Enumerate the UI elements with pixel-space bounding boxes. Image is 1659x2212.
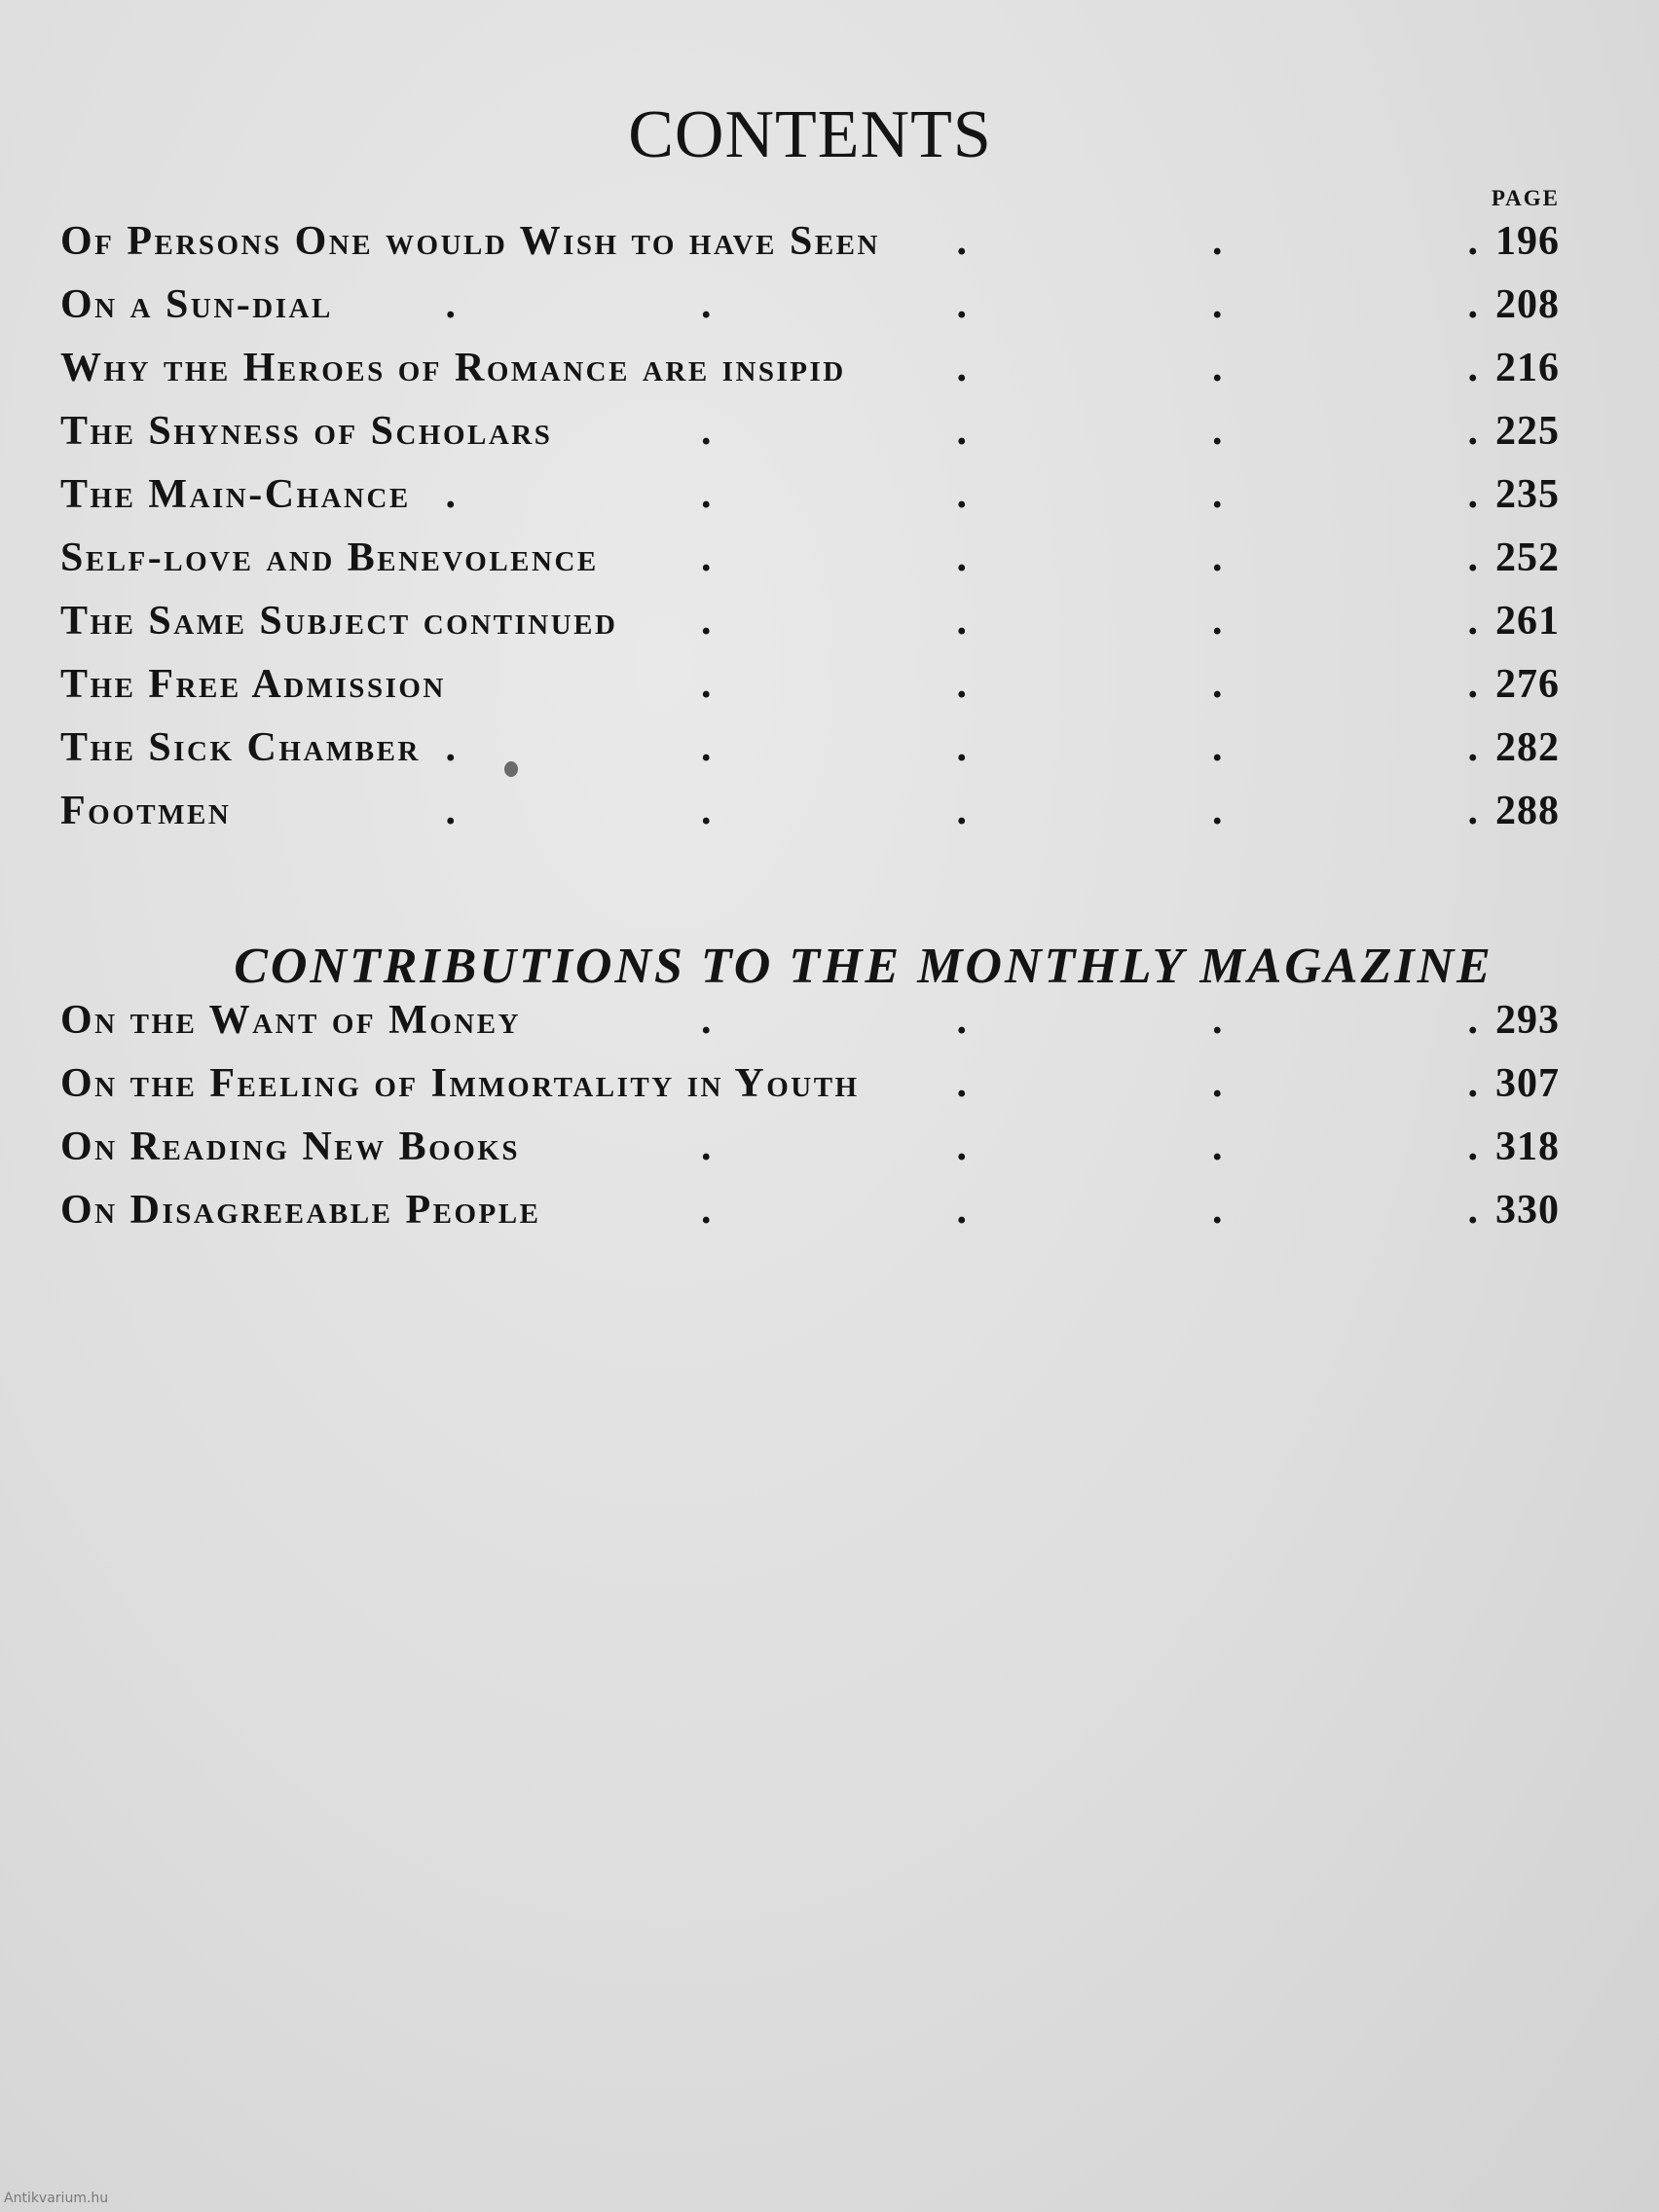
- page-title: CONTENTS: [628, 96, 992, 172]
- toc-entry-title: On a Sun-dial: [60, 282, 333, 327]
- toc-entry-title: On Disagreeable People: [60, 1188, 541, 1233]
- dot-leader: [892, 210, 1478, 274]
- toc-entry-page: 208: [1495, 282, 1560, 327]
- dot-leader: [242, 780, 1478, 843]
- toc-entry-title: The Shyness of Scholars: [60, 409, 553, 454]
- toc-entry: [60, 400, 1560, 463]
- toc-entry: [60, 527, 1560, 590]
- toc-entry: [60, 1116, 1560, 1179]
- toc-entry-page: 225: [1495, 409, 1560, 454]
- toc-entry-title: Why the Heroes of Romance are insipid: [60, 346, 846, 390]
- toc-entry-title: Self-love and Benevolence: [60, 535, 599, 580]
- toc-entry-page: 293: [1495, 998, 1560, 1043]
- toc-entry: [60, 653, 1560, 717]
- dot-leader: [458, 653, 1478, 717]
- toc-entry-page: 307: [1495, 1061, 1560, 1106]
- toc-entry-title: Of Persons One would Wish to have Seen: [60, 219, 880, 264]
- section-heading: CONTRIBUTIONS TO THE MONTHLY MAGAZINE: [234, 939, 1493, 995]
- toc-entry: [60, 1179, 1560, 1242]
- dot-leader: [533, 989, 1478, 1052]
- section-contents-list: [60, 989, 1560, 1242]
- toc-entry-page: 252: [1495, 535, 1560, 580]
- toc-entry-title: The Free Admission: [60, 662, 446, 707]
- toc-entry: [60, 274, 1560, 337]
- toc-entry-page: 276: [1495, 662, 1560, 707]
- toc-entry-page: 216: [1495, 346, 1560, 390]
- contents-list: [60, 210, 1560, 843]
- toc-entry-title: The Same Subject continued: [60, 599, 618, 644]
- toc-entry: [60, 780, 1560, 843]
- dot-leader: [629, 590, 1478, 653]
- toc-entry-page: 282: [1495, 725, 1560, 770]
- toc-entry-page: 330: [1495, 1188, 1560, 1233]
- watermark: Antikvarium.hu: [4, 2191, 109, 2206]
- dot-leader: [423, 463, 1478, 527]
- toc-entry-page: 196: [1495, 219, 1560, 264]
- toc-entry: [60, 337, 1560, 400]
- toc-entry-page: 261: [1495, 599, 1560, 644]
- toc-entry-title: The Main-Chance: [60, 472, 411, 517]
- toc-entry-title: On the Feeling of Immortality in Youth: [60, 1061, 860, 1106]
- toc-entry-title: On the Want of Money: [60, 998, 522, 1043]
- ink-speck: [504, 761, 518, 777]
- page-column-label: page: [1491, 178, 1560, 213]
- toc-entry-page: 318: [1495, 1124, 1560, 1169]
- dot-leader: [532, 1116, 1478, 1179]
- toc-entry: [60, 717, 1560, 780]
- dot-leader: [552, 1179, 1478, 1242]
- toc-entry: [60, 590, 1560, 653]
- dot-leader: [432, 717, 1478, 780]
- toc-entry: [60, 989, 1560, 1052]
- toc-entry: [60, 463, 1560, 527]
- dot-leader: [610, 527, 1478, 590]
- toc-entry-title: The Sick Chamber: [60, 725, 421, 770]
- toc-entry-title: Footmen: [60, 789, 232, 833]
- dot-leader: [564, 400, 1478, 463]
- toc-entry: [60, 1052, 1560, 1116]
- toc-entry: [60, 210, 1560, 274]
- dot-leader: [871, 1052, 1478, 1116]
- toc-entry-title: On Reading New Books: [60, 1124, 520, 1169]
- dot-leader: [345, 274, 1478, 337]
- toc-entry-page: 288: [1495, 789, 1560, 833]
- toc-entry-page: 235: [1495, 472, 1560, 517]
- dot-leader: [858, 337, 1478, 400]
